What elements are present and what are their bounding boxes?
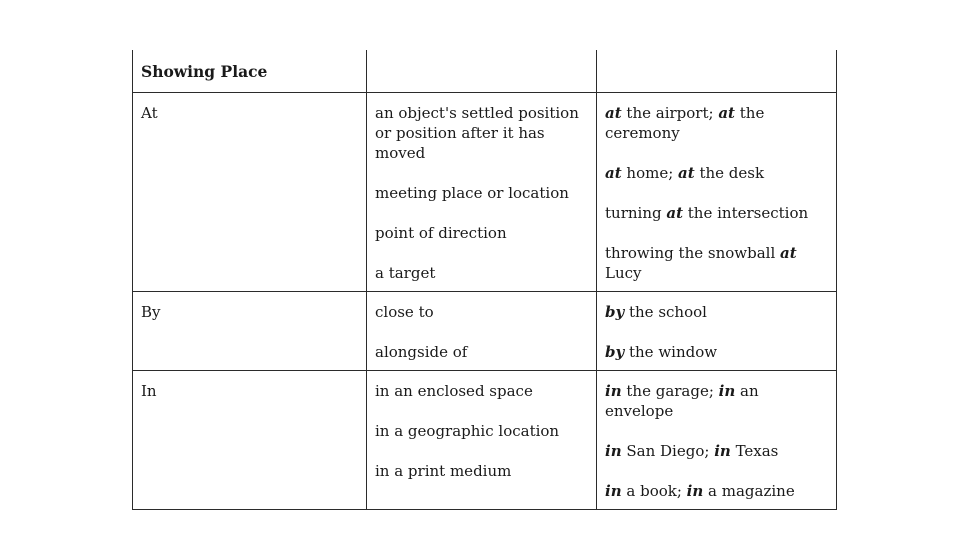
example-fragment: the intersection (683, 203, 809, 222)
preposition-cell (133, 291, 367, 370)
example-text (605, 441, 828, 461)
example-fragment: the airport; (621, 103, 719, 122)
preposition-label: In (141, 381, 157, 400)
header-cell-title (133, 50, 367, 92)
meaning-text: alongside of (375, 342, 468, 361)
preposition-cell (133, 370, 367, 509)
example-text (605, 163, 828, 183)
example-fragment: turning (605, 203, 667, 222)
example-fragment: Texas (730, 441, 779, 460)
example-fragment: the ceremony (605, 103, 765, 142)
table-title: Showing Place (141, 62, 268, 81)
meaning-text: close to (375, 302, 434, 321)
example-fragment: a book; (621, 481, 687, 500)
example-cell (597, 92, 837, 291)
meaning-text: a target (375, 263, 436, 282)
example-keyword: in (686, 481, 704, 500)
preposition-cell (133, 92, 367, 291)
example-keyword: by (605, 302, 625, 321)
example-fragment: a magazine (703, 481, 795, 500)
example-keyword: at (666, 203, 684, 222)
example-keyword: at (605, 103, 622, 122)
example-keyword: in (605, 381, 622, 400)
example-fragment: San Diego; (621, 441, 715, 460)
example-fragment: home; (621, 163, 679, 182)
example-keyword: in (714, 441, 731, 460)
example-keyword: in (718, 381, 736, 400)
example-fragment: throwing the snowball (605, 243, 781, 262)
example-text (605, 302, 828, 322)
example-cell (597, 370, 837, 509)
example-keyword: at (605, 163, 622, 182)
example-fragment: Lucy (605, 263, 642, 282)
example-keyword: at (718, 103, 735, 122)
table-body (133, 50, 837, 509)
meaning-text: point of direction (375, 223, 507, 242)
example-fragment: the window (624, 342, 718, 361)
example-text (605, 103, 828, 143)
example-text (605, 381, 828, 421)
meaning-cell (367, 370, 597, 509)
section-row-at (133, 92, 837, 291)
table-header-row (133, 50, 837, 92)
example-text (605, 203, 828, 223)
example-keyword: in (605, 481, 622, 500)
example-fragment: the desk (694, 163, 765, 182)
example-fragment: an envelope (605, 381, 759, 420)
prepositions-place-table (132, 50, 837, 510)
meaning-cell (367, 92, 597, 291)
example-fragment: the garage; (621, 381, 719, 400)
example-keyword: in (605, 441, 622, 460)
preposition-label: At (141, 103, 158, 122)
preposition-label: By (141, 302, 161, 321)
meaning-text: meeting place or location (375, 183, 569, 202)
example-text (605, 243, 828, 283)
meaning-text: in a print medium (375, 461, 512, 480)
example-keyword: by (605, 342, 625, 361)
example-keyword: at (780, 243, 797, 262)
example-text (605, 342, 828, 362)
example-cell (597, 291, 837, 370)
meaning-text: an object's settled position or position after it has moved (375, 103, 579, 162)
header-cell-example (597, 50, 837, 92)
example-fragment: the school (624, 302, 707, 321)
meaning-text: in an enclosed space (375, 381, 533, 400)
header-cell-meaning (367, 50, 597, 92)
example-keyword: at (678, 163, 695, 182)
section-row-by (133, 291, 837, 370)
example-text (605, 481, 828, 501)
section-row-in (133, 370, 837, 509)
meaning-cell (367, 291, 597, 370)
meaning-text: in a geographic location (375, 421, 560, 440)
